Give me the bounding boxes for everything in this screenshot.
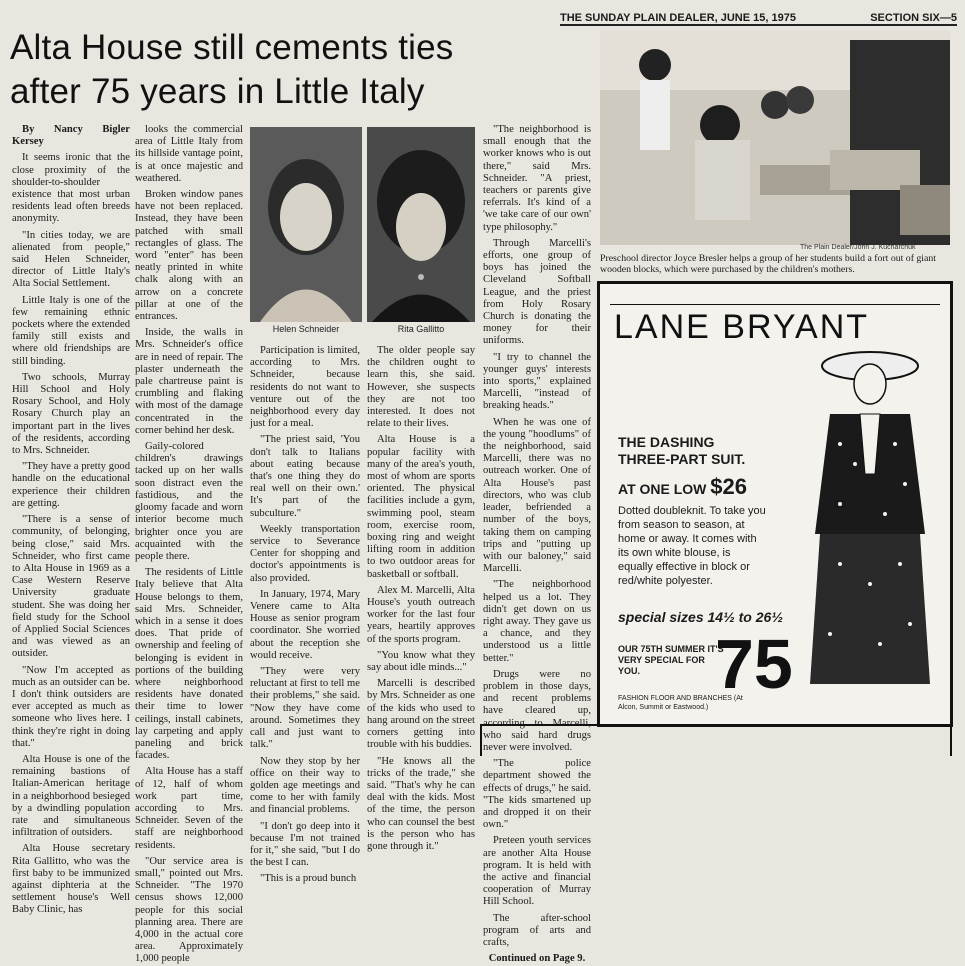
article-paragraph: "The priest said, 'You don't talk to Italians about eating because that's one thing they do real well on their own.' It's part of the subculture." xyxy=(250,434,360,519)
headline xyxy=(10,26,480,114)
article-paragraph: "They have a pretty good handle on the educational experience their children are getting. xyxy=(12,461,130,509)
article-column-1 xyxy=(12,124,130,916)
article-paragraph: Preteen youth services are another Alta House program. It is held with the active and financial cooperation of Murray Hill School. xyxy=(483,835,591,908)
ad-promo: OUR 75TH SUMMER IT'S VERY SPECIAL FOR YOU. xyxy=(618,644,724,676)
article-paragraph: Alex M. Marcelli, Alta House's youth outreach worker for the last four years, heartily approves of the sports program. xyxy=(367,584,475,645)
ad-sizes: special sizes 14½ to 26½ xyxy=(618,609,783,625)
portrait-helen-schneider xyxy=(250,127,362,322)
article-column-4 xyxy=(367,345,475,852)
article-paragraph: Alta House secretary Rita Gallitto, who was the first baby to be immunized against diphteria at the settlement house's Well Baby Clinic, has xyxy=(12,843,130,916)
ad-headline: THE DASHING THREE-PART SUIT. xyxy=(618,434,746,467)
article-paragraph: Gaily-colored children's drawings tacked up on her walls soon distract even the fastidious, and the gloomy facade and worn interior become much brighter once you are acquainted with the people there. xyxy=(135,441,243,562)
article-paragraph: "I try to channel the younger guys' interests into sports," explained Marcelli, "instead of breaking heads." xyxy=(483,351,591,412)
caption-helen: Helen Schneider xyxy=(272,324,340,334)
article-paragraph: "He knows all the tricks of the trade," she said. "That's why he can deal with the kids. Most of the time, the person who can counsel the best is the person who has gone through it." xyxy=(367,755,475,852)
article-paragraph: Two schools, Murray Hill School and Holy Rosary School, and Holy Rosary Church play an important part in the lives of the residents, according to Mrs. Schneider. xyxy=(12,371,130,457)
article-paragraph: Alta House has a staff of 12, half of whom work part time, according to Mrs. Schneider. Seven of the staff are neighborhood residents. xyxy=(135,766,243,851)
article-paragraph: "In cities today, we are alienated from people," said Helen Schneider, director of Little Italy's Alta Social Settlement. xyxy=(12,229,130,290)
article-paragraph: "This is a proud bunch xyxy=(260,873,357,885)
article-paragraph: "You know what they say about idle minds..." xyxy=(367,649,475,674)
article-paragraph: Now they stop by her office on their way to golden age meetings and come to her with family and financial problems. xyxy=(250,755,360,816)
photo-credit: The Plain Dealer/John J. Kucharchuk xyxy=(800,244,916,251)
article-paragraph: The residents of Little Italy believe that Alta House belongs to them, said Mrs. Schneider, which in a sense it does does. That pride of ownership and feeling of belonging is evident in portions of the building where neighborhood residents have donated their time to lower ceilings, install cabinets, lay carpeting and apply paneling and brick facades. xyxy=(135,567,243,762)
article-paragraph: "They were very reluctant at first to tell me their problems," she said. "Now they have come around. Sometimes they call and just want to talk." xyxy=(250,666,360,751)
section-label: SECTION SIX—5 xyxy=(870,12,957,24)
portrait-image xyxy=(250,127,362,322)
article-paragraph: Little Italy is one of the few remaining ethnic pockets where the extended family still exists and where old friendships are still binding. xyxy=(12,294,130,367)
ad-anniversary-number: 75 xyxy=(715,625,793,703)
article-paragraph: Broken window panes have not been replaced. Instead, they have been patched with small rectangles of glass. The word "enter" has been neatly printed in white chalk along with an arrow on a concrete pillar at one of the entrances. xyxy=(135,189,243,323)
photo-caption: Preschool director Joyce Bresler helps a group of her students build a fort out of giant wooden blocks, which were purchased by the children's mothers. xyxy=(600,253,937,275)
article-column-2 xyxy=(135,124,243,965)
portrait-rita-gallitto xyxy=(367,127,475,322)
article-paragraph: Drugs were no problem in those days, and recent problems have cleared up, according to Marcelli, who said hard drugs never were involved. xyxy=(483,668,591,753)
paper-name: THE SUNDAY PLAIN DEALER, JUNE 15, 1975 xyxy=(560,12,796,24)
bottom-ad-box xyxy=(480,724,952,756)
article-paragraph: "There is a sense of community, of belonging, being close," said Mrs. Schneider, who first came to Alta House in 1969 as a Case Western Reserve University graduate student. She was doing her field study for the School of Applied Social Sciences and was viewed as an outsider. xyxy=(12,514,130,660)
article-paragraph: It seems ironic that the close proximity of the shoulder-to-shoulder existence that most urban residents lead often breeds anonymity. xyxy=(12,152,130,225)
ad-model-illustration xyxy=(780,344,940,704)
article-paragraph: The older people say the children ought to learn this, she said. However, she suspects they are not too interested. It does not relate to their lives. xyxy=(367,345,475,430)
ad-price-value: $26 xyxy=(710,474,748,499)
masthead xyxy=(560,6,957,26)
article-paragraph: Marcelli is described by Mrs. Schneider as one of the kids who used to hang around on the street corners getting into trouble with his buddies. xyxy=(367,678,475,751)
preschool-photo xyxy=(600,30,950,245)
ad-footer: FASHION FLOOR AND BRANCHES (At Alcon, Summit or Eastwood.) xyxy=(618,695,743,711)
article-paragraph: Participation is limited, according to Mrs. Schneider, because residents do not want to venture out of the neighborhood every day just for a meal. xyxy=(250,345,360,430)
article-paragraph: The after-school program of arts and crafts, xyxy=(483,912,591,948)
article-paragraph: Alta House is one of the remaining bastions of Italian-American heritage in a neighborhood besieged by a dwindling population rate and simultaneous infiltration of outsiders. xyxy=(12,753,130,839)
article-paragraph: Through Marcelli's efforts, one group of boys has joined the Cleveland Softball League, and the priest from Holy Rosary Church is donating the money for their uniforms. xyxy=(483,237,591,347)
article-paragraph: "The neighborhood is small enough that the worker knows who is out there," said Mrs. Schneider. "A priest, teachers or parents give referrals. It's kind of a 'we take care of our own' type philosophy." xyxy=(483,124,591,233)
byline: By Nancy Bigler Kersey xyxy=(12,124,130,148)
article-paragraph: When he was one of the young "hoodlums" of the neighborhood, said Marcelli, there was no outreach worker. One of Alta House's past directors, who was club leader, befriended a number of the boys, taking them on camping trips and "putting up with our baloney," said Marcelli. xyxy=(483,416,591,575)
article-column-5 xyxy=(483,124,591,965)
headline-line1: Alta House still cements ties xyxy=(10,28,454,67)
article-paragraph: Weekly transportation service to Severance Center for shopping and doctor's appointments is also provided. xyxy=(250,523,360,584)
article-paragraph: "I don't go deep into it because I'm not trained for it," she said, "but I do the best I can. xyxy=(250,820,360,869)
article-paragraph: "Now I'm accepted as much as an outsider can be. I don't think outsiders are ever accepted as much as someone who lives here. I think they're right in doing that." xyxy=(12,664,130,749)
article-paragraph: In January, 1974, Mary Venere came to Alta House as senior program coordinator. She worried about the reception she would receive. xyxy=(250,588,360,661)
preschool-photo-image xyxy=(600,30,950,245)
article-paragraph: looks the commercial area of Little Italy from its hillside vantage point, is at once majestic and weathered. xyxy=(135,124,243,184)
ad-description: Dotted doubleknit. To take you from season to season, at home or away. It comes with its own white blouse, is equally effective in block or red/white polyester. xyxy=(618,505,766,587)
article-paragraph: Inside, the walls in Mrs. Schneider's office are in need of repair. The plaster underneath the pale chartreuse paint is crumbling and flaking with most of the damage concentrated in the corner behind her desk. xyxy=(135,327,243,436)
article-paragraph: "The neighborhood helped us a lot. They didn't get down on us right away. They gave us a chance, and they understood us a little better." xyxy=(483,579,591,664)
ad-price-prefix: AT ONE LOW xyxy=(618,481,707,497)
article-paragraph: "Our service area is small," pointed out Mrs. Schneider. "The 1970 census shows 12,000 people for this social planning area. There are 4,000 in the actual core area. Approximately 1,000 people xyxy=(135,855,243,965)
ad-brand: LANE BRYANT xyxy=(614,308,870,346)
continued-note: Continued on Page 9. xyxy=(488,953,586,965)
article-paragraph: "The police department showed the effects of drugs," he said. "The kids smartened up and dropped it on their own." xyxy=(483,758,591,831)
article-column-3 xyxy=(250,345,360,885)
lane-bryant-ad xyxy=(597,281,953,727)
article-paragraph: Alta House is a popular facility with many of the area's youth, most of whom are sports oriented. The physical facilities include a gym, swimming pool, steam room, exercise room, boxing ring and weight lifting room in addition to two outdoor areas for basketball or softball. xyxy=(367,434,475,580)
caption-rita: Rita Gallitto xyxy=(397,324,445,334)
ad-price xyxy=(618,474,747,500)
headline-line2: after 75 years in Little Italy xyxy=(10,72,425,111)
portrait-image xyxy=(367,127,475,322)
ad-rule xyxy=(610,304,940,305)
